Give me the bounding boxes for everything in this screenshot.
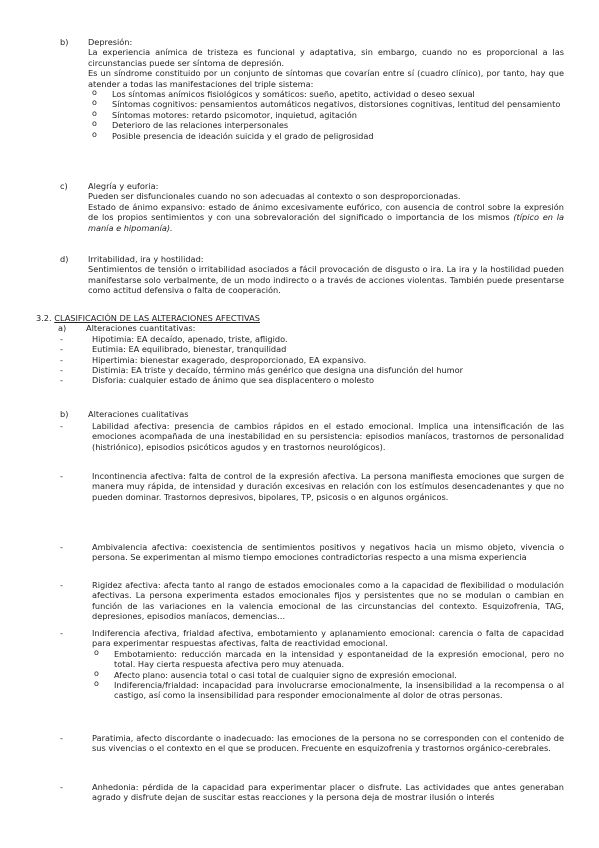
subsection-title: Alteraciones cualitativas: [88, 409, 189, 419]
list-item: - Disforia: cualquier estado de ánimo que sea displacentero o molesto: [92, 375, 564, 385]
list-item: - Distimia: EA triste y decaído, término más genérico que designa una disfunción del humor: [92, 365, 564, 375]
section-alegria: [60, 181, 564, 233]
indiferencia-list: [114, 649, 564, 701]
list-item: o Los síntomas anímicos fisiológicos y somáticos: sueño, apetito, actividad o deseo sexual: [112, 89, 564, 99]
section-irritabilidad: [60, 254, 564, 296]
section-title: CLASIFICACIÓN DE LAS ALTERACIONES AFECTIVAS: [54, 313, 260, 323]
section-title: Alegría y euforia:: [88, 181, 159, 191]
paragraph: - Paratimia, afecto discordante o inadecuado: las emociones de la persona no se corresponden con el contenido de sus vivencias o el contexto en el que se producen. Frecuente en esquizofrenia y trastornos orgánico-cerebrales.: [92, 733, 564, 754]
paragraph: - Indiferencia afectiva, frialdad afectiva, embotamiento y aplanamiento emocional: carencia o falta de capacidad para experimentar respuestas afectivas, falta de reactividad emocional.: [92, 628, 564, 649]
paragraph: - Incontinencia afectiva: falta de control de la expresión afectiva. La persona manifiesta emociones que surgen de manera muy rápida, de intensidad y duración excesivas en relación con los estímulos desencadenantes y que no pueden dominar. Trastornos depresivos, bipolares, TP, psicosis o en algunos orgánicos.: [92, 471, 564, 502]
section-clasificacion: [36, 313, 564, 386]
item-anhedonia: [92, 782, 564, 803]
list-item: o Posible presencia de ideación suicida y el grado de peligrosidad: [112, 131, 564, 141]
list-item: o Afecto plano: ausencia total o casi total de cualquier signo de expresión emocional.: [114, 670, 564, 680]
list-item: o Embotamiento: reducción marcada en la intensidad y espontaneidad de la expresión emocional, pero no total. Hay cierta respuesta afectiva pero muy atenuada.: [114, 649, 564, 670]
list-item: - Hipotimia: EA decaído, apenado, triste, afligido.: [92, 334, 564, 344]
list-item: o Deterioro de las relaciones interpersonales: [112, 120, 564, 130]
list-item: o Indiferencia/frialdad: incapacidad para involucrarse emocionalmente, la insensibilidad a la recompensa o al castigo, así como la insensibilidad para responder emocionalmente al dolor de otras personas.: [114, 680, 564, 701]
section-label: b): [60, 37, 69, 47]
subsection-label: b): [60, 409, 69, 419]
section-heading: [36, 313, 564, 323]
symptom-list: [112, 89, 564, 141]
paragraph: - Anhedonia: pérdida de la capacidad para experimentar placer o disfrute. Las actividades que antes generaban agrado y disfrute dejan de suscitar estas reacciones y la persona deja de mostrar ilusión o interés: [92, 782, 564, 803]
section-title: Irritabilidad, ira y hostilidad:: [88, 254, 204, 264]
italic-note: (típico en la manía e hipomanía).: [88, 212, 565, 233]
subsection-cualitativas: [60, 409, 564, 419]
list-item: o Síntomas motores: retardo psicomotor, inquietud, agitación: [112, 110, 564, 120]
item-ambivalencia: [92, 542, 564, 563]
quantitative-list: [92, 334, 564, 386]
paragraph: - Labilidad afectiva: presencia de cambios rápidos en el estado emocional. Implica una intensificación de las emociones acompañada de una inestabilidad en su persistencia: episodios maníacos, trastornos de personalidad (histriónico), episodios psicóticos agudos y en trastornos neurológicos).: [92, 421, 564, 452]
paragraph: [88, 202, 564, 233]
list-item: - Hipertimia: bienestar exagerado, desproporcionado, EA expansivo.: [92, 355, 564, 365]
paragraph: Pueden ser disfuncionales cuando no son adecuadas al contexto o son desproporcionadas.: [88, 191, 461, 202]
section-number: 3.2.: [36, 313, 52, 323]
item-rigidez: [92, 580, 564, 622]
paragraph: La experiencia anímica de tristeza es funcional y adaptativa, sin embargo, cuando no es proporcional a las circunstancias puede ser síntoma de depresión.: [88, 47, 564, 68]
section-label: d): [60, 254, 69, 264]
paragraph-text: Estado de ánimo expansivo: estado de ánimo excesivamente eufórico, con ausencia de control sobre la expresión de los propios sentimientos y con una sobrevaloración del significado o importancia de los mismos: [88, 201, 564, 223]
item-labilidad: [92, 421, 564, 452]
paragraph: Es un síndrome constituido por un conjunto de síntomas que covarían entre sí (cuadro clínico), por tanto, hay que atender a todas las manifestaciones del triple sistema:: [88, 68, 564, 89]
subsection-label: a): [58, 323, 67, 334]
list-item: o Síntomas cognitivos: pensamientos automáticos negativos, distorsiones cognitivas, lentitud del pensamiento: [112, 99, 564, 109]
section-title: Depresión:: [88, 37, 133, 47]
subsection-title: Alteraciones cuantitativas:: [86, 323, 196, 334]
paragraph: - Ambivalencia afectiva: coexistencia de sentimientos positivos y negativos hacia un mismo objeto, vivencia o persona. Se experimentan al mismo tiempo emociones contradictorias respecto a una misma experiencia: [92, 542, 564, 563]
section-label: c): [60, 181, 68, 191]
list-item: - Eutimia: EA equilibrado, bienestar, tranquilidad: [92, 344, 564, 354]
paragraph: Sentimientos de tensión o irritabilidad asociados a fácil provocación de disgusto o ira. La ira y la hostilidad pueden manifestarse solo verbalmente, de un modo indirecto o a través de acciones violentas. También puede presentarse como actitud defensiva o falta de cooperación.: [88, 264, 564, 296]
item-indiferencia: [92, 628, 564, 701]
section-depresion: [60, 37, 564, 141]
item-paratimia: [92, 733, 564, 754]
paragraph: - Rigidez afectiva: afecta tanto al rango de estados emocionales como a la capacidad de flexibilidad o modulación afectivas. La persona experimenta estados emocionales fijos y persistentes que no se modulan o cambian en función de las variaciones en la valencia emocional de las circunstancias del contexto. Esquizofrenia, TAG, depresiones, episodios maníacos, demencias…: [92, 580, 564, 622]
item-incontinencia: [92, 471, 564, 502]
